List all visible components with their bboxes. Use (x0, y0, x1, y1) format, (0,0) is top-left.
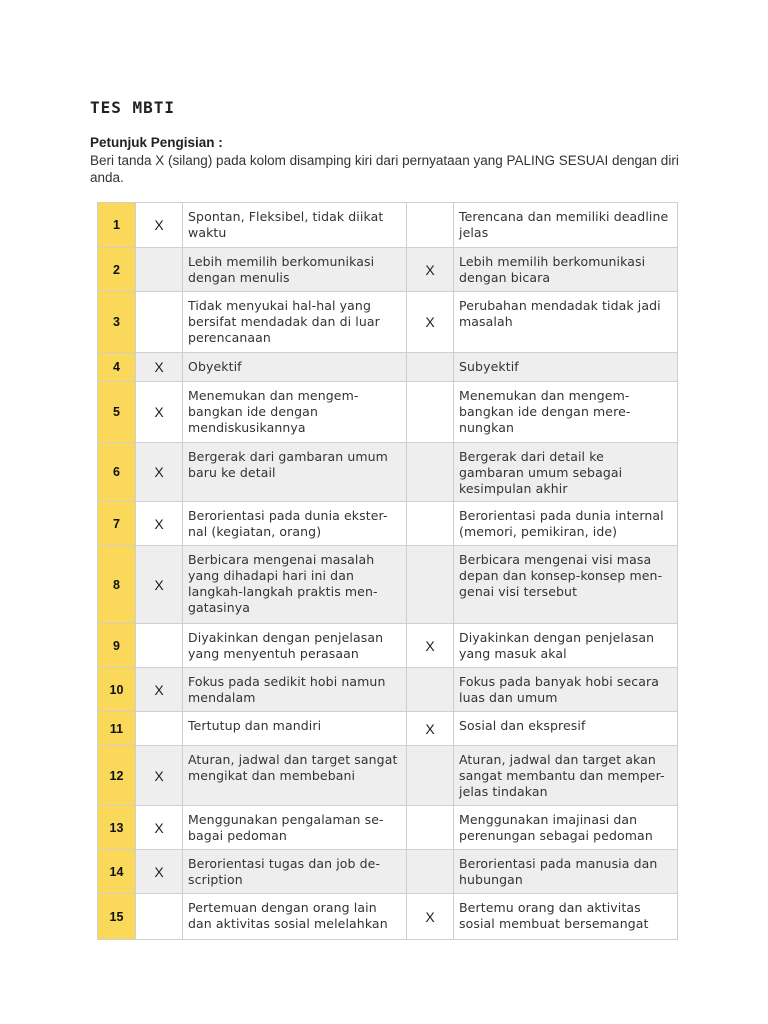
table-row (98, 382, 678, 443)
left-statement: Lebih memilih berkomunikasi dengan menulis (183, 248, 407, 292)
left-checkbox-cell[interactable]: X (136, 203, 183, 248)
table-row (98, 850, 678, 894)
left-checkbox-cell[interactable] (136, 248, 183, 292)
row-number: 15 (98, 894, 136, 940)
table-row (98, 248, 678, 292)
instructions-heading: Petunjuk Pengisian : (90, 135, 223, 150)
table-row (98, 668, 678, 712)
right-statement: Lebih memilih berkomunikasi dengan bicara (454, 248, 678, 292)
left-statement: Aturan, jadwal dan target sangat mengikat dan membebani (183, 746, 407, 806)
right-statement: Bergerak dari detail ke gambaran umum sebagai kesimpulan akhir (454, 443, 678, 502)
table-row (98, 624, 678, 668)
left-checkbox-cell[interactable]: X (136, 850, 183, 894)
row-number: 11 (98, 712, 136, 746)
table-row (98, 203, 678, 248)
left-checkbox-cell[interactable] (136, 624, 183, 668)
right-checkbox-cell[interactable] (407, 546, 454, 624)
row-number: 2 (98, 248, 136, 292)
left-statement: Pertemuan dengan orang lain dan aktivitas sosial melelahkan (183, 894, 407, 940)
left-statement: Bergerak dari gambaran umum baru ke detail (183, 443, 407, 502)
row-number: 13 (98, 806, 136, 850)
right-statement: Bertemu orang dan aktivitas sosial membuat bersemangat (454, 894, 678, 940)
right-checkbox-cell[interactable] (407, 502, 454, 546)
right-checkbox-cell[interactable] (407, 443, 454, 502)
instructions-text: Beri tanda X (silang) pada kolom disamping kiri dari pernyataan yang PALING SESUAI dengan diri anda. (90, 153, 679, 185)
right-statement: Berorientasi pada manusia dan hubungan (454, 850, 678, 894)
row-number: 12 (98, 746, 136, 806)
left-statement: Menggunakan pengalaman se-bagai pedoman (183, 806, 407, 850)
right-checkbox-cell[interactable]: X (407, 894, 454, 940)
row-number: 1 (98, 203, 136, 248)
right-checkbox-cell[interactable] (407, 203, 454, 248)
left-checkbox-cell[interactable]: X (136, 443, 183, 502)
row-number: 8 (98, 546, 136, 624)
right-statement: Aturan, jadwal dan target akan sangat membantu dan memper-jelas tindakan (454, 746, 678, 806)
table-row (98, 292, 678, 353)
left-checkbox-cell[interactable]: X (136, 353, 183, 382)
left-statement: Menemukan dan mengem-bangkan ide dengan mendiskusikannya (183, 382, 407, 443)
right-checkbox-cell[interactable]: X (407, 712, 454, 746)
right-checkbox-cell[interactable] (407, 353, 454, 382)
left-checkbox-cell[interactable] (136, 712, 183, 746)
left-statement: Fokus pada sedikit hobi namun mendalam (183, 668, 407, 712)
left-checkbox-cell[interactable]: X (136, 502, 183, 546)
left-checkbox-cell[interactable] (136, 894, 183, 940)
table-row (98, 546, 678, 624)
left-checkbox-cell[interactable] (136, 292, 183, 353)
left-statement: Berorientasi pada dunia ekster-nal (kegiatan, orang) (183, 502, 407, 546)
right-statement: Menggunakan imajinasi dan perenungan sebagai pedoman (454, 806, 678, 850)
table-row (98, 894, 678, 940)
row-number: 14 (98, 850, 136, 894)
document-title: TES MBTI (90, 98, 176, 117)
right-statement: Berbicara mengenai visi masa depan dan konsep-konsep men-genai visi tersebut (454, 546, 678, 624)
right-statement: Fokus pada banyak hobi secara luas dan umum (454, 668, 678, 712)
row-number: 5 (98, 382, 136, 443)
right-statement: Terencana dan memiliki deadline jelas (454, 203, 678, 248)
right-checkbox-cell[interactable]: X (407, 248, 454, 292)
right-statement: Berorientasi pada dunia internal (memori, pemikiran, ide) (454, 502, 678, 546)
right-checkbox-cell[interactable] (407, 668, 454, 712)
right-statement: Perubahan mendadak tidak jadi masalah (454, 292, 678, 353)
right-statement: Sosial dan ekspresif (454, 712, 678, 746)
left-statement: Spontan, Fleksibel, tidak diikat waktu (183, 203, 407, 248)
right-checkbox-cell[interactable] (407, 806, 454, 850)
left-checkbox-cell[interactable]: X (136, 546, 183, 624)
right-checkbox-cell[interactable] (407, 382, 454, 443)
left-statement: Obyektif (183, 353, 407, 382)
left-checkbox-cell[interactable]: X (136, 382, 183, 443)
row-number: 6 (98, 443, 136, 502)
row-number: 4 (98, 353, 136, 382)
table-row (98, 712, 678, 746)
table-row (98, 443, 678, 502)
left-statement: Diyakinkan dengan penjelasan yang menyentuh perasaan (183, 624, 407, 668)
left-statement: Tertutup dan mandiri (183, 712, 407, 746)
left-checkbox-cell[interactable]: X (136, 668, 183, 712)
row-number: 3 (98, 292, 136, 353)
right-statement: Diyakinkan dengan penjelasan yang masuk akal (454, 624, 678, 668)
left-statement: Berbicara mengenai masalah yang dihadapi hari ini dan langkah-langkah praktis men-gatasinya (183, 546, 407, 624)
table-row (98, 502, 678, 546)
table-row (98, 806, 678, 850)
right-checkbox-cell[interactable] (407, 850, 454, 894)
row-number: 10 (98, 668, 136, 712)
right-checkbox-cell[interactable] (407, 746, 454, 806)
row-number: 9 (98, 624, 136, 668)
right-statement: Subyektif (454, 353, 678, 382)
mbti-question-table (97, 202, 678, 940)
left-statement: Berorientasi tugas dan job de-scription (183, 850, 407, 894)
right-statement: Menemukan dan mengem-bangkan ide dengan mere-nungkan (454, 382, 678, 443)
left-checkbox-cell[interactable]: X (136, 746, 183, 806)
row-number: 7 (98, 502, 136, 546)
left-statement: Tidak menyukai hal-hal yang bersifat mendadak dan di luar perencanaan (183, 292, 407, 353)
table-row (98, 353, 678, 382)
right-checkbox-cell[interactable]: X (407, 624, 454, 668)
table-row (98, 746, 678, 806)
left-checkbox-cell[interactable]: X (136, 806, 183, 850)
right-checkbox-cell[interactable]: X (407, 292, 454, 353)
